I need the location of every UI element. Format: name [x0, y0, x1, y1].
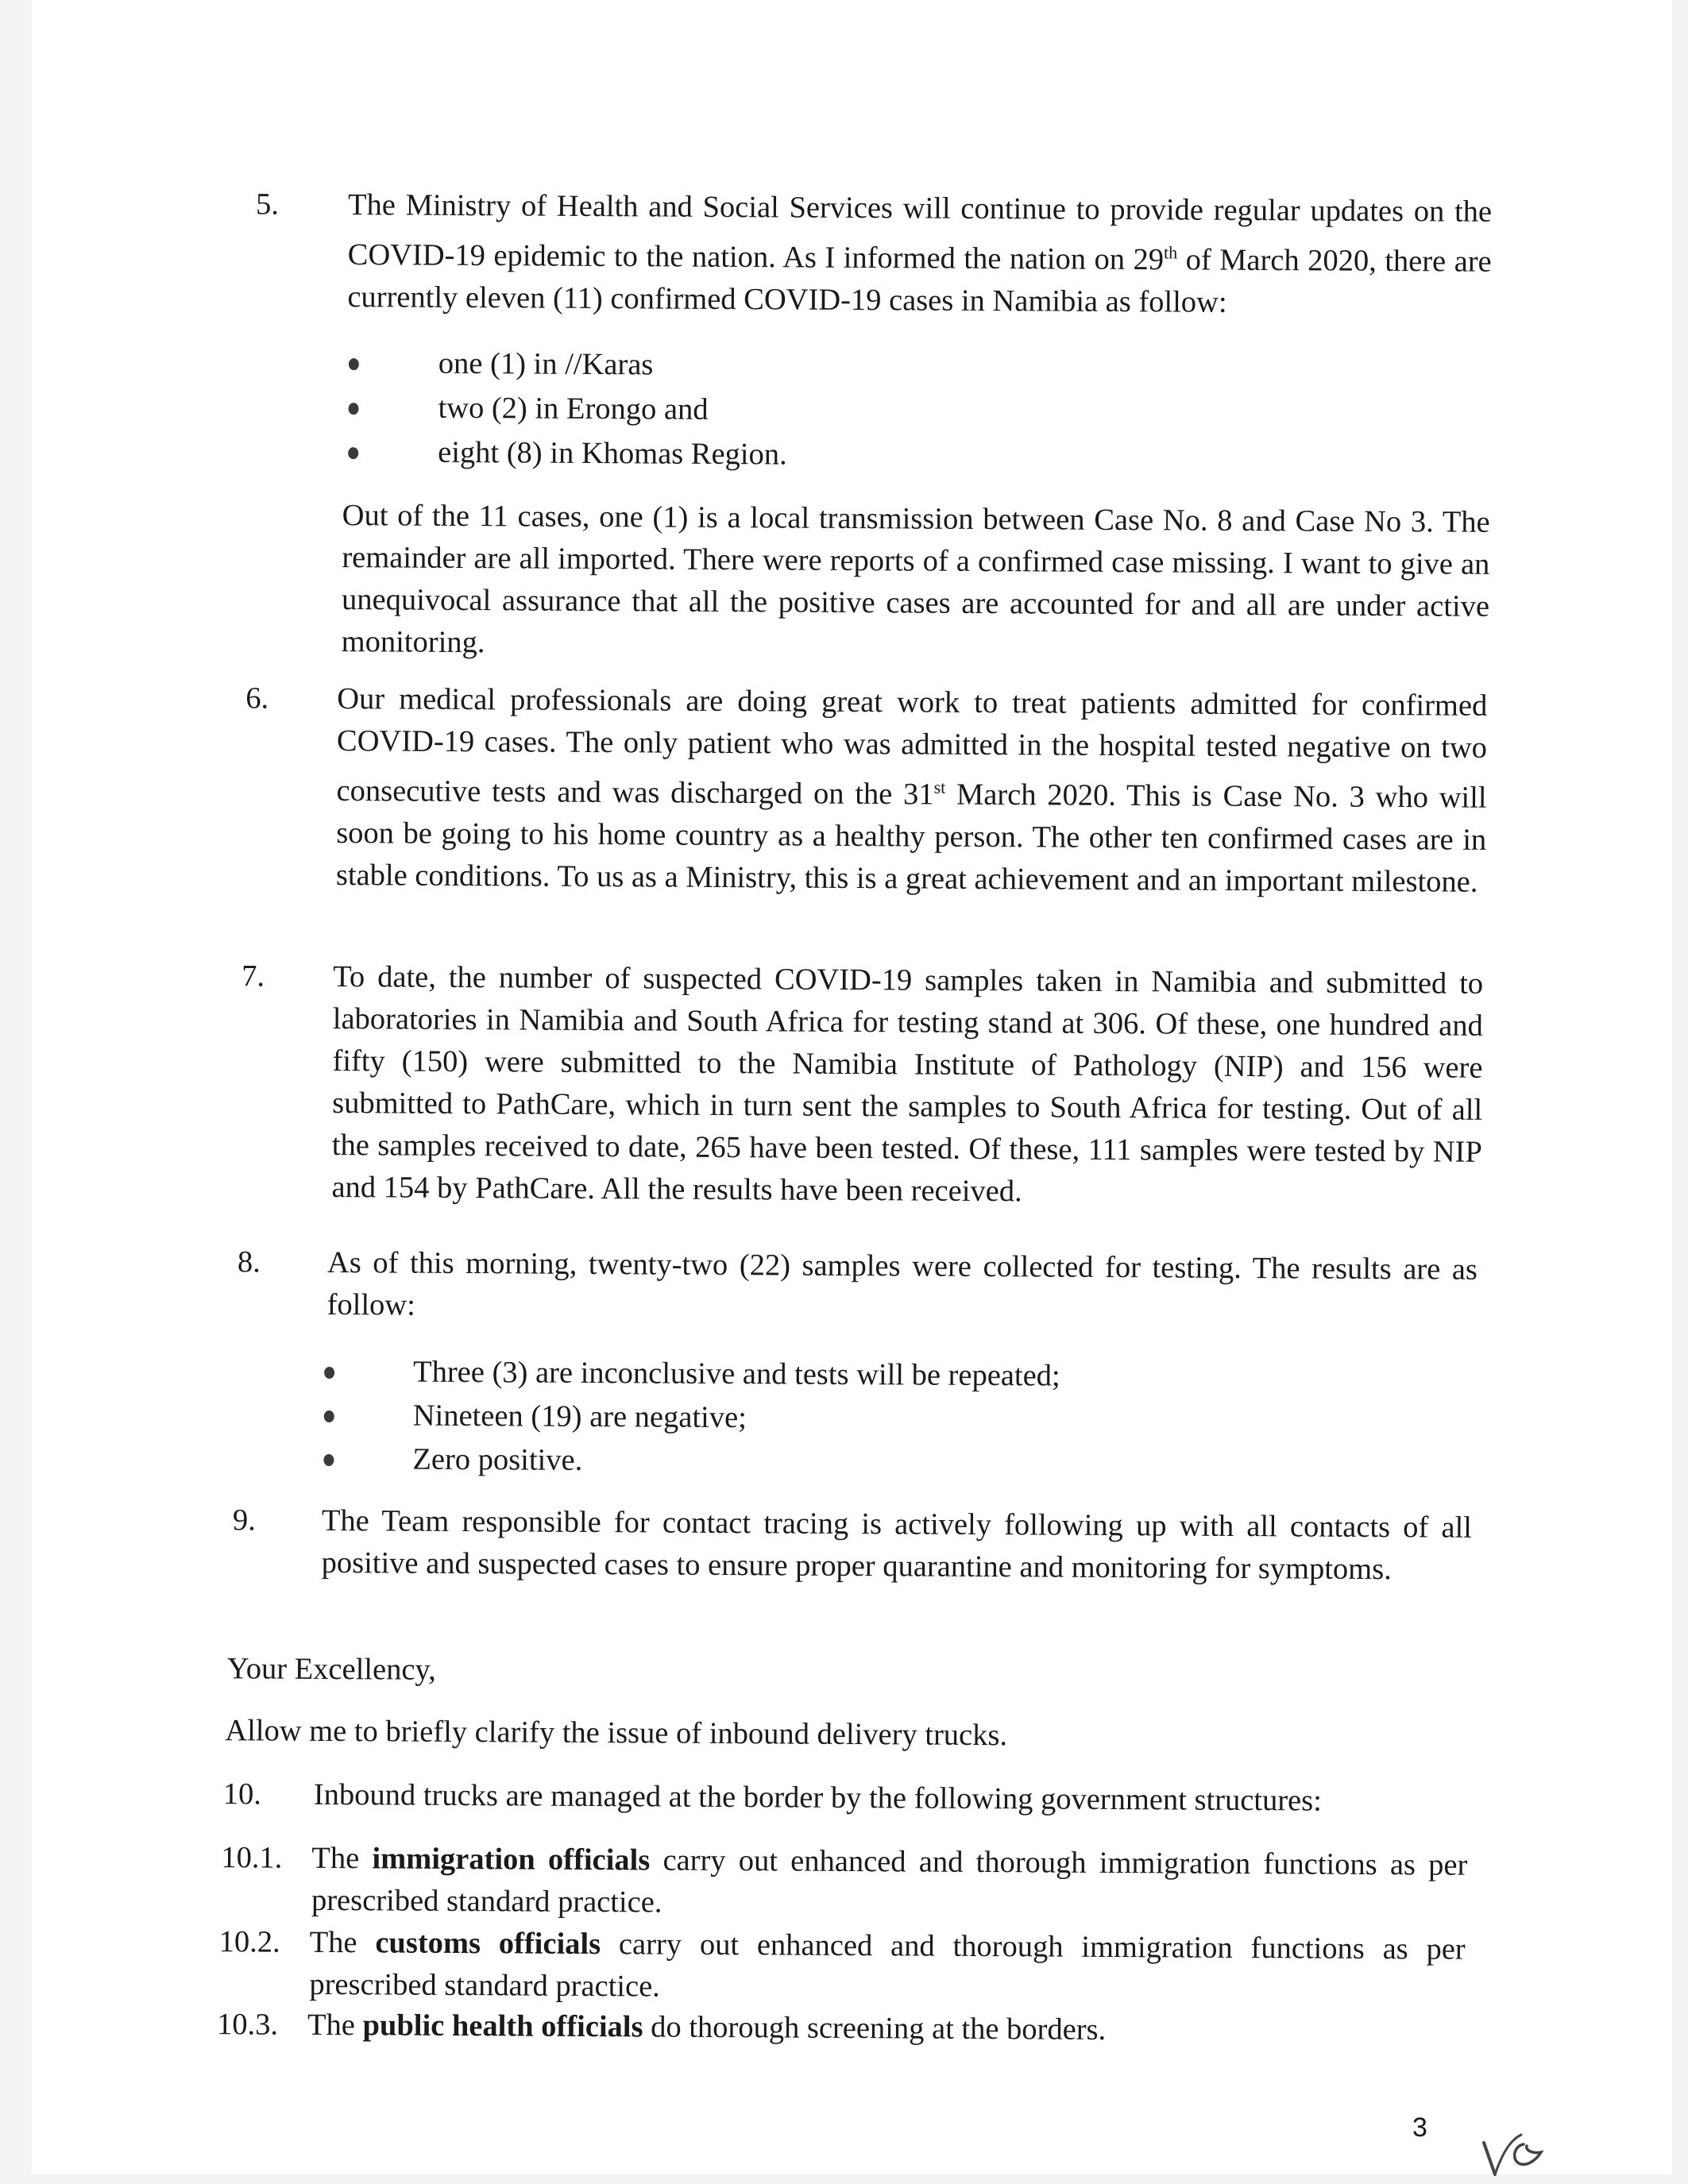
paragraph-6-text: Our medical professionals are doing great work to treat patients admitted for confirmed COVID-19 cases. The only patient who was admitted in the hospital tested negative on two consecutive tests and was discharged on the 31 [336, 682, 1488, 812]
paragraph-5-continuation: Out of the 11 cases, one (1) is a local transmission between Case No. 8 and Case No 3. The remainder are all imported. There were reports of a confirmed case missing. I want to give an unequivocal assurance that all the positive cases are accounted for and all are under active monitoring. [341, 499, 1490, 660]
paragraph-number-10-3: 10.3. [216, 2008, 279, 2042]
paragraph-10-2-pre: The [309, 1925, 376, 1960]
bullet-icon [324, 1410, 334, 1422]
paragraph-number-5: 5. [255, 187, 280, 222]
intro-trucks: Allow me to briefly clarify the issue of inbound delivery trucks. [225, 1714, 1008, 1753]
paragraph-10-1 [311, 1838, 1468, 1929]
list-item-text: one (1) in //Karas [438, 346, 654, 382]
document-page [32, 0, 1672, 2174]
list-item-text: Nineteen (19) are negative; [412, 1399, 747, 1435]
paragraph-10: Inbound trucks are managed at the border by the following government structures: [313, 1777, 1323, 1818]
paragraph-10-1-bold: immigration officials [372, 1842, 651, 1877]
list-item-text: two (2) in Erongo and [438, 391, 709, 426]
superscript-st: st [933, 777, 946, 797]
paragraph-number-10: 10. [222, 1777, 262, 1812]
paragraph-8: As of this morning, twenty-two (22) samples were collected for testing. The results are as follow: [326, 1245, 1478, 1322]
paragraph-number-8: 8. [237, 1245, 261, 1279]
paragraph-5-text-after: of March 2020, there are currently eleven (11) confirmed COVID-19 cases in Namibia as follow: [347, 243, 1492, 319]
paragraph-7: To date, the number of suspected COVID-19 samples taken in Namibia and submitted to laboratories in Namibia and South Africa for testing stand at 306. Of these, one hundred and fifty (150) were submitted to the Namibia Institute of Pathology (NIP) and 156 were submitted to PathCare, which in turn sent the samples to South Africa for testing. Out of all the samples received to date, 265 have been tested. Of these, 111 samples were tested by NIP and 154 by PathCare. All the results have been received. [331, 960, 1484, 1209]
paragraph-number-6: 6. [245, 681, 269, 716]
superscript-th: th [1164, 242, 1178, 263]
page-number: 3 [1412, 2113, 1427, 2143]
paragraph-6-text-after: March 2020. This is Case No. 3 who will soon be going to his home country as a healthy person. The other ten confirmed cases are in stable conditions. To us as a Ministry, this is a great achievement and an important milestone. [335, 778, 1487, 899]
list-item-text: Zero positive. [412, 1442, 583, 1477]
paragraph-10-1-pre: The [311, 1841, 373, 1876]
bullet-icon [349, 358, 359, 370]
paragraph-10-2-post: carry out enhanced and thorough immigration functions as per prescribed standard practice. [309, 1927, 1466, 2004]
paragraph-number-7: 7. [241, 959, 265, 994]
paragraph-10-3 [307, 2005, 1106, 2051]
paragraph-10-3-pre: The [307, 2008, 363, 2043]
bullet-icon [323, 1454, 334, 1466]
paragraph-10-2-bold: customs officials [375, 1926, 601, 1962]
paragraph-10-1-post: carry out enhanced and thorough immigration functions as per prescribed standard practice. [311, 1843, 1468, 1920]
paragraph-10-2 [309, 1922, 1466, 2013]
paragraph-number-10-1: 10.1. [221, 1841, 283, 1875]
paragraph-10-3-post: do thorough screening at the borders. [643, 2010, 1107, 2047]
paragraph-5 [347, 184, 1492, 326]
bullet-icon [348, 403, 358, 415]
paragraph-5-text: The Ministry of Health and Social Services will continue to provide regular updates on the COVID-19 epidemic to the nation. As I informed the nation on 29 [347, 188, 1493, 277]
paragraph-number-10-2: 10.2. [218, 1925, 280, 1959]
handwritten-initials-icon [1477, 2128, 1557, 2176]
bullet-icon [324, 1367, 334, 1379]
list-item-text: Three (3) are inconclusive and tests will be repeated; [412, 1355, 1060, 1393]
bullet-icon [348, 447, 358, 459]
paragraph-number-9: 9. [232, 1503, 256, 1538]
paragraph-6 [336, 678, 1488, 904]
salutation: Your Excellency, [226, 1652, 437, 1687]
paragraph-10-3-bold: public health officials [362, 2008, 643, 2044]
paragraph-9: The Team responsible for contact tracing is actively following up with all contacts of all positive and suspected cases to ensure proper quarantine and monitoring for symptoms. [321, 1503, 1473, 1587]
scanned-content [24, 0, 1678, 2179]
list-item-text: eight (8) in Khomas Region. [438, 435, 787, 472]
